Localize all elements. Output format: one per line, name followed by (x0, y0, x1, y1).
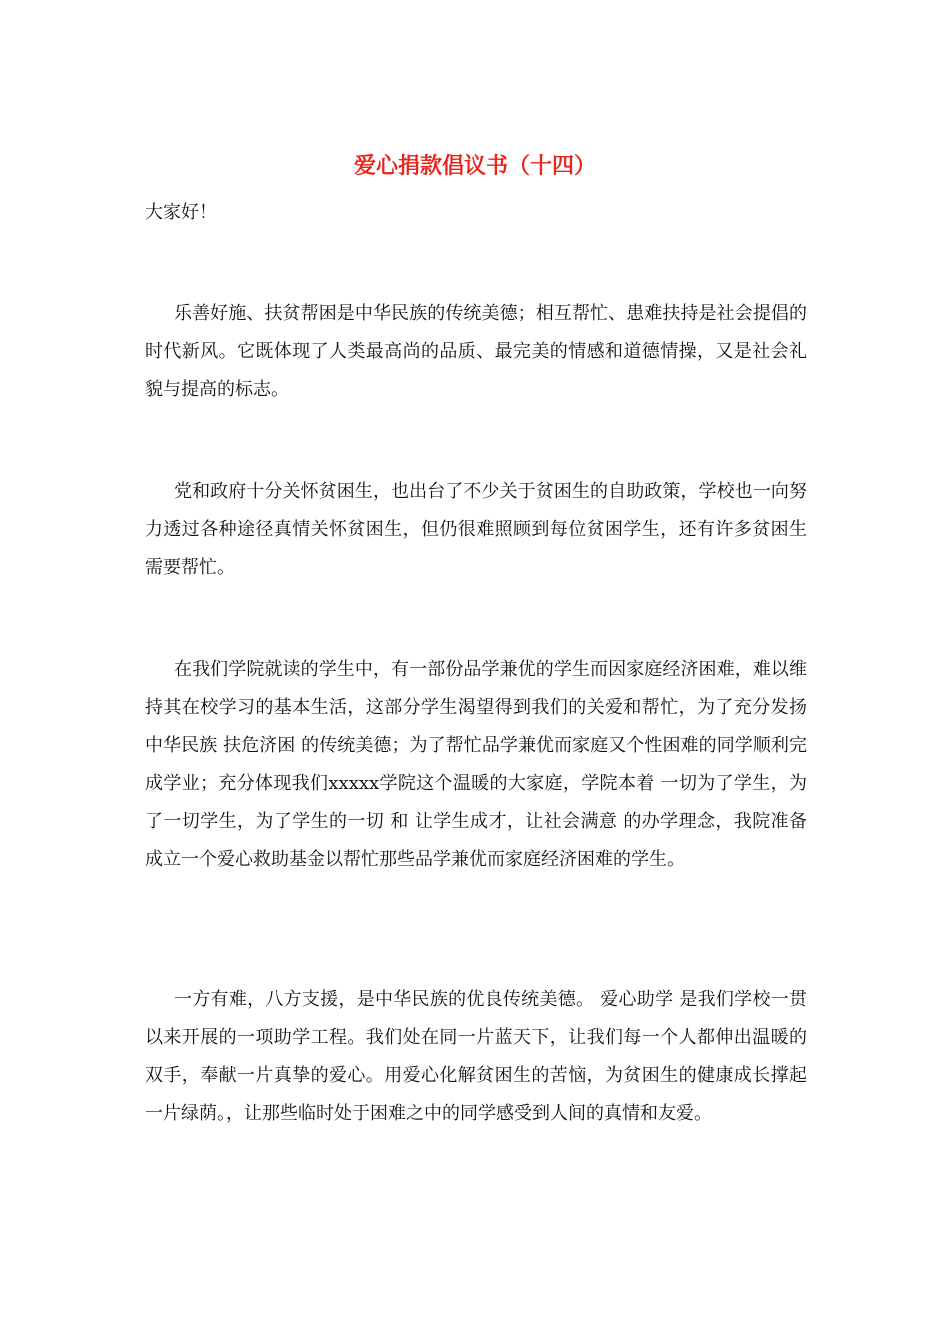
greeting: 大家好！ (145, 202, 217, 223)
paragraph-4: 一方有难，八方支援，是中华民族的优良传统美德。 爱心助学 是我们学校一贯以来开展的一项助学工程。我们处在同一片蓝天下，让我们每一个人都伸出温暖的双手，奉献一片真挚的爱心。用爱心化解贫困生的苦恼，为贫困生的健康成长撑起一片绿荫。，让那些临时处于困难之中的同学感受到人间的真情和友爱。 (145, 989, 807, 1124)
paragraph-3: 在我们学院就读的学生中，有一部份品学兼优的学生而因家庭经济困难，难以维持其在校学习的基本生活，这部分学生渴望得到我们的关爱和帮忙，为了充分发扬中华民族 扶危济困 的传统美德；为了帮忙品学兼优而家庭又个性困难的同学顺利完成学业；充分体现我们xxxxx学院这个温暖的大家庭，学院本着 一切为了学生，为了一切学生，为了学生的一切 和 让学生成才，让社会满意 的办学理念，我院准备成立一个爱心救助基金以帮忙那些品学兼优而家庭经济困难的学生。 (145, 659, 807, 870)
paragraph-1: 乐善好施、扶贫帮困是中华民族的传统美德；相互帮忙、患难扶持是社会提倡的时代新风。它既体现了人类最高尚的品质、最完美的情感和道德情操，又是社会礼貌与提高的标志。 (145, 303, 807, 400)
paragraph-2: 党和政府十分关怀贫困生，也出台了不少关于贫困生的自助政策，学校也一向努力透过各种途径真情关怀贫困生，但仍很难照顾到每位贫困学生，还有许多贫困生需要帮忙。 (145, 481, 807, 578)
document-title: 爱心捐款倡议书（十四） (353, 154, 596, 179)
